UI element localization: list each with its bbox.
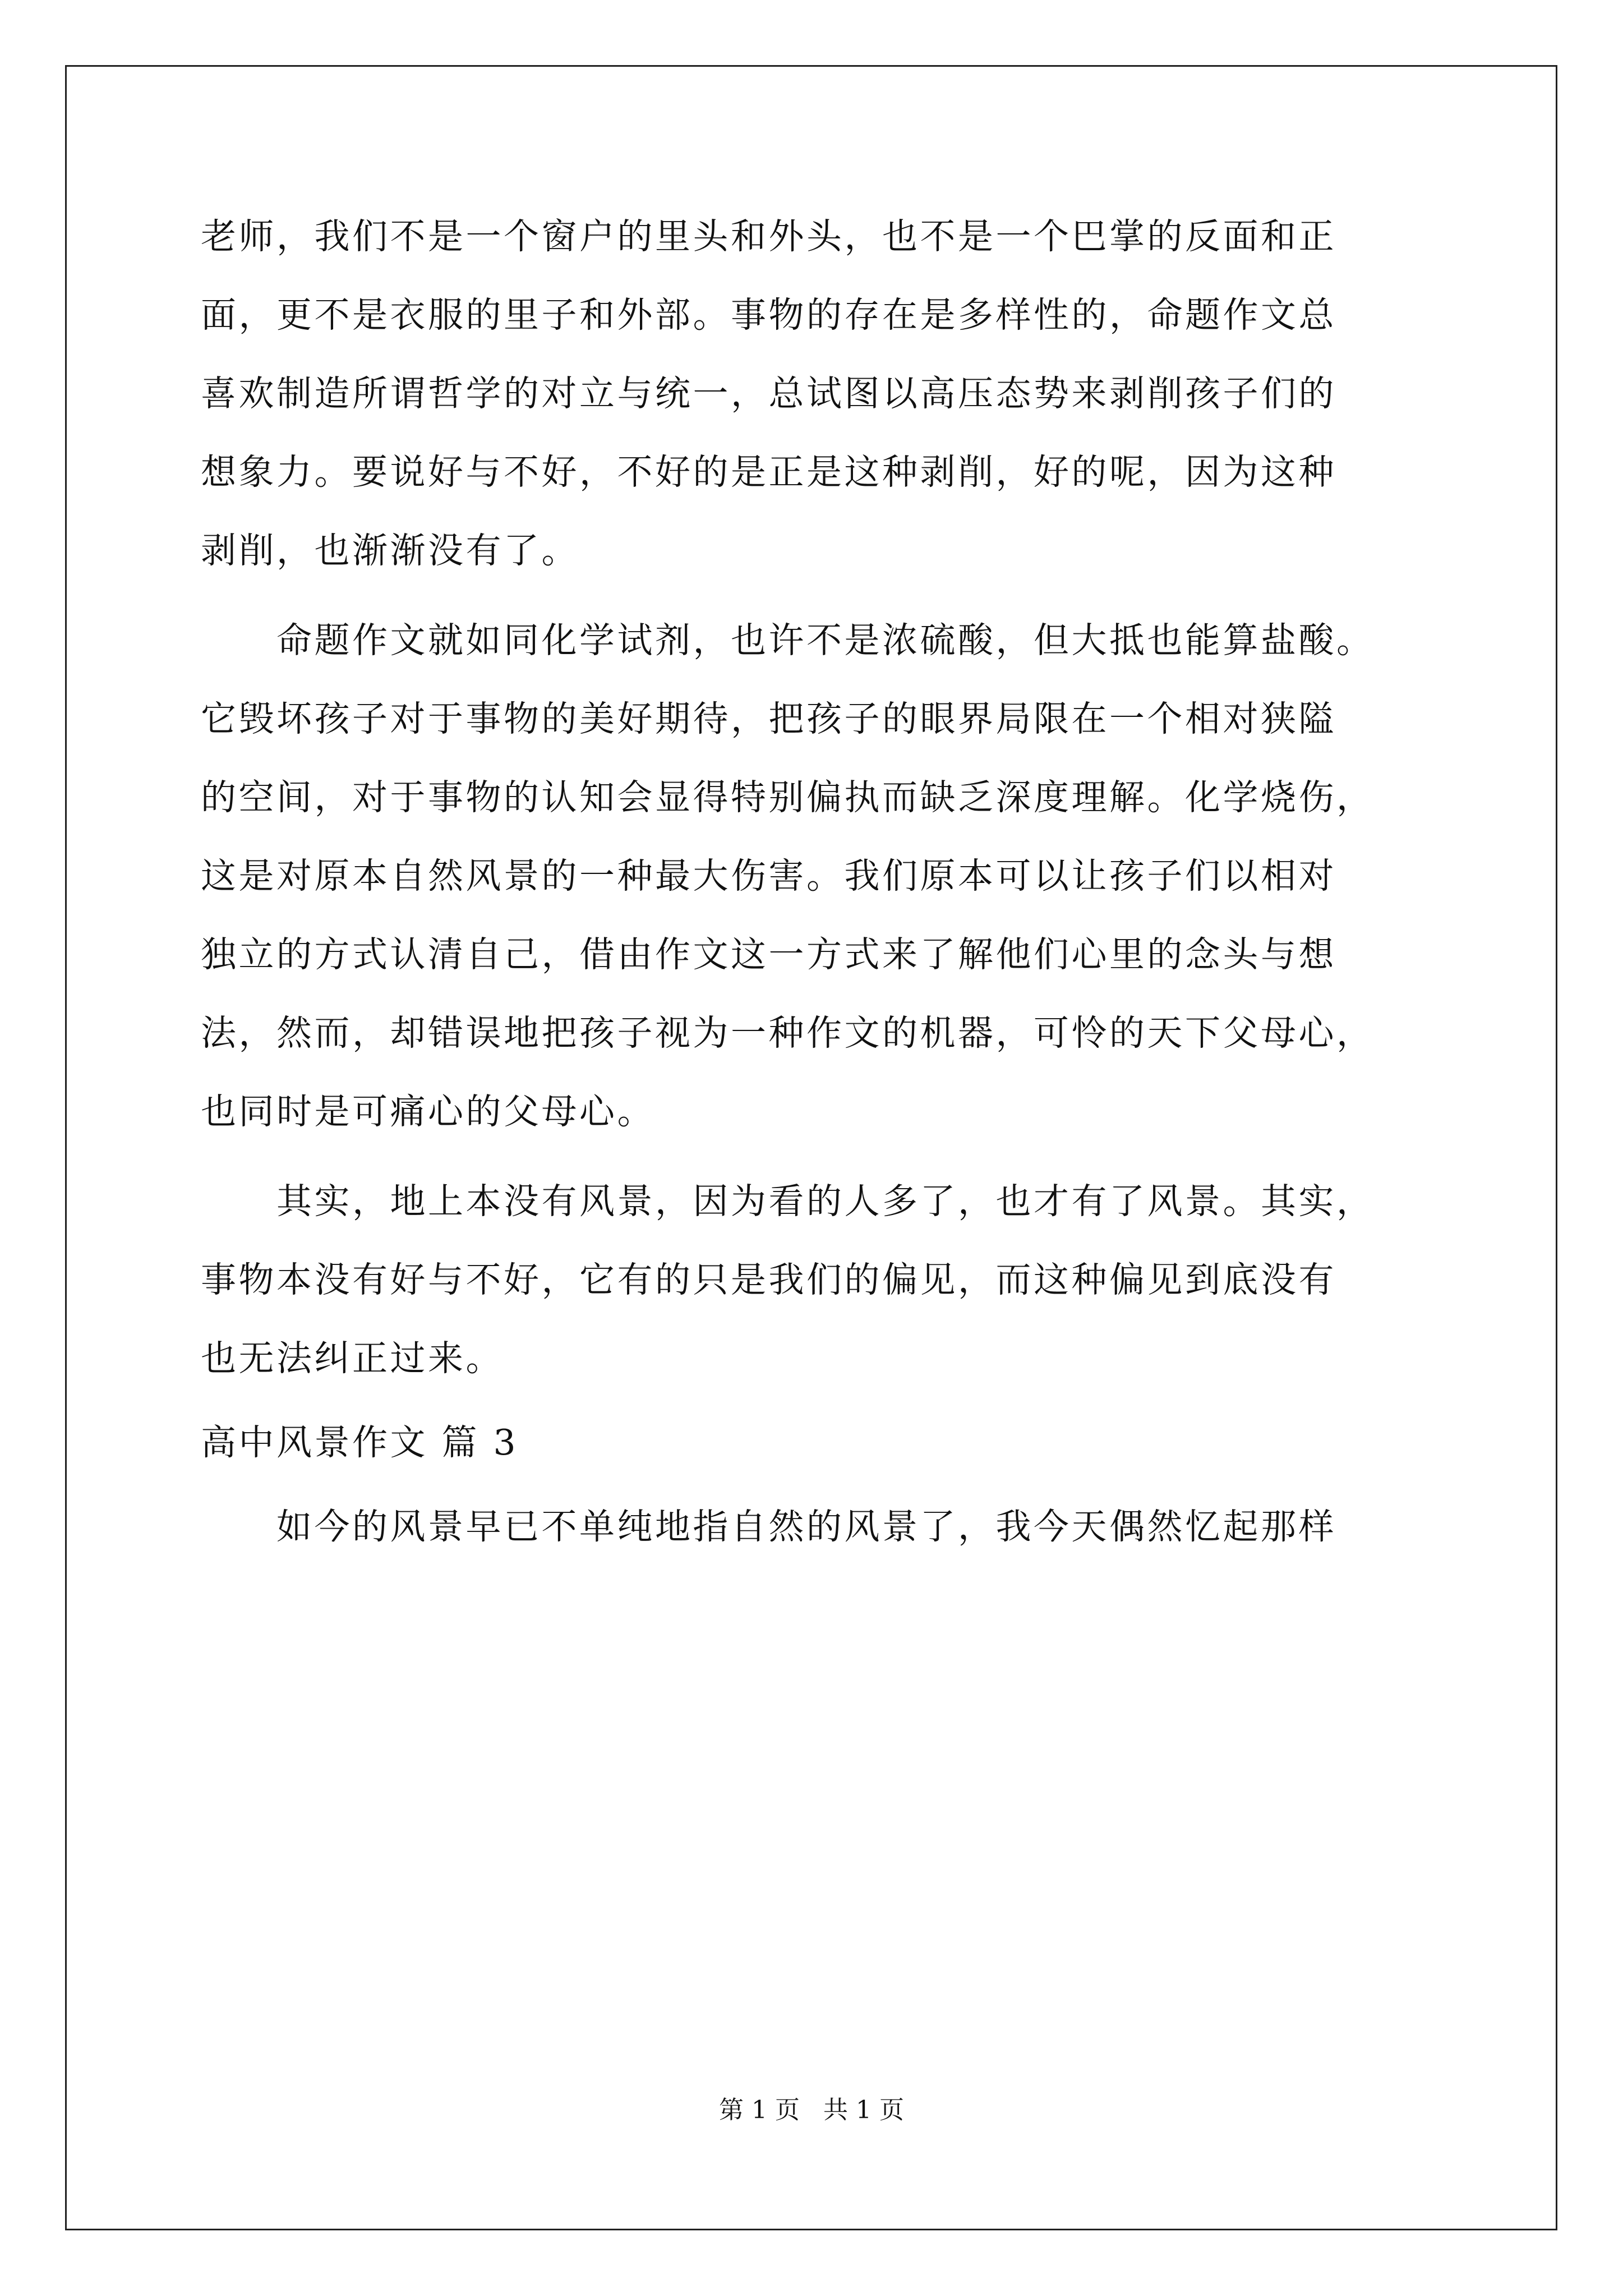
text-line: 喜欢制造所谓哲学的对立与统一，总试图以高压态势来剥削孩子们的 xyxy=(201,373,1336,414)
text-line: 也无法纠正过来。 xyxy=(201,1338,504,1379)
text-line: 剥削，也渐渐没有了。 xyxy=(201,530,579,571)
text-line: 老师，我们不是一个窗户的里头和外头，也不是一个巴掌的反面和正 xyxy=(201,216,1336,257)
section-heading: 高中风景作文 篇 3 xyxy=(201,1422,519,1463)
page-footer: 第 1 页 共 1 页 xyxy=(719,2096,904,2124)
text-line: 命题作文就如同化学试剂，也许不是浓硫酸，但大抵也能算盐酸。 xyxy=(201,620,1375,661)
text-line: 这是对原本自然风景的一种最大伤害。我们原本可以让孩子们以相对 xyxy=(201,855,1336,896)
text-line: 想象力。要说好与不好，不好的是正是这种剥削，好的呢，因为这种 xyxy=(201,452,1336,493)
text-line: 面，更不是衣服的里子和外部。事物的存在是多样性的，命题作文总 xyxy=(201,295,1336,335)
text-line: 如今的风景早已不单纯地指自然的风景了，我今天偶然忆起那样 xyxy=(201,1506,1336,1547)
text-line: 法，然而，却错误地把孩子视为一种作文的机器，可怜的天下父母心， xyxy=(201,1013,1375,1053)
text-line: 它毁坏孩子对于事物的美好期待，把孩子的眼界局限在一个相对狭隘 xyxy=(201,698,1336,739)
text-line: 独立的方式认清自己，借由作文这一方式来了解他们心里的念头与想 xyxy=(201,934,1336,975)
text-line: 其实，地上本没有风景，因为看的人多了，也才有了风景。其实， xyxy=(201,1181,1375,1222)
text-line: 的空间，对于事物的认知会显得特别偏执而缺乏深度理解。化学烧伤， xyxy=(201,777,1375,818)
text-line: 事物本没有好与不好，它有的只是我们的偏见，而这种偏见到底没有 xyxy=(201,1259,1336,1300)
text-line: 也同时是可痛心的父母心。 xyxy=(201,1091,655,1132)
